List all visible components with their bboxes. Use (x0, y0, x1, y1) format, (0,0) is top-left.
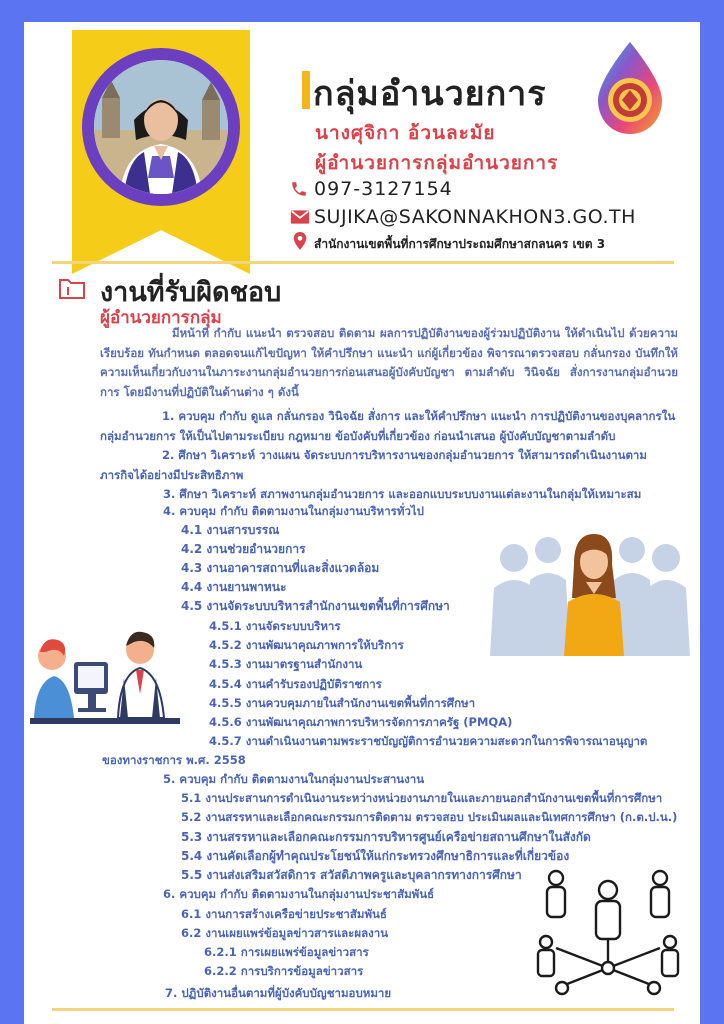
duty-item-4-4: 4.4 งานยานพาหนะ (181, 580, 287, 594)
profile-photo (94, 60, 228, 194)
duty-item-5-1: 5.1 งานประสานการดำเนินงานระหว่างหน่วยงานภายในและภายนอกสำนักงานเขตพื้นที่การศึกษา (181, 791, 663, 805)
intro-text: มีหน้าที่ กำกับ แนะนำ ตรวจสอบ ติดตาม ผลการปฏิบัติงานของผู้ร่วมปฏิบัติงาน ให้ดำเนินไป ด้วยความเรียบร้อย ทันกำหนด ตลอดจนแก้ไขปัญหา ให้คำปรึกษา แนะนำ แก่ผู้เกี่ยวข้อง พิจารณาตรวจสอบ กลั่นกรอง บันทึกให้ความเห็นเกี่ยวกับงานในภาระงานกลุ่มอำนวยการก่อนเสนอผู้บังคับบัญชา ตามลำดับ วินิจฉัย สั่งการงานกลุ่มอำนวยการ โดยมีงานที่ปฏิบัติในด้านต่าง ๆ ดังนี้ (100, 326, 678, 399)
person-position: ผู้อำนวยการกลุ่มอำนวยการ (315, 152, 559, 174)
duty-item-4-5-1: 4.5.1 งานจัดระบบบริหาร (209, 619, 341, 633)
duty-item-2: 2. ศึกษา วิเคราะห์ วางแผน จัดระบบการบริหารงานของกลุ่มอำนวยการ ให้สามารถดำเนินงานตามภารกิจได้อย่างมีประสิทธิภาพ (100, 448, 647, 482)
duty-item-3: 3. ศึกษา วิเคราะห์ สภาพงานกลุ่มอำนวยการ และออกแบบระบบงานแต่ละงานในกลุ่มให้เหมาะสม (163, 487, 642, 501)
header-divider (52, 261, 674, 264)
duty-item-5-2: 5.2 งานสรรหาและเลือกคณะกรรมการติดตาม ตรวจสอบ ประเมินผลและนิเทศการศึกษา (ก.ต.ป.น.) (181, 810, 678, 824)
duty-item-4-5-5: 4.5.5 งานควบคุมภายในสำนักงานเขตพื้นที่การศึกษา (209, 696, 476, 710)
duty-item-4-5-7: 4.5.7 งานดำเนินงานตามพระราชบัญญัติการอำนวยความสะดวกในการพิจารณาอนุญาต (209, 734, 648, 748)
network-illustration (532, 868, 684, 1006)
title-accent-bar (302, 71, 310, 109)
mail-icon (290, 209, 310, 225)
section-title: งานที่รับผิดชอบ (100, 277, 282, 308)
document-page (24, 22, 700, 1024)
duty-item-4-3: 4.3 งานอาคารสถานที่และสิ่งแวดล้อม (181, 561, 380, 575)
duty-item-4-5-3: 4.5.3 งานมาตรฐานสำนักงาน (209, 657, 363, 671)
duty-item-1: 1. ควบคุม กำกับ ดูแล กลั่นกรอง วินิจฉัย สั่งการ และให้คำปรึกษา แนะนำ การปฏิบัติงานของบุคลากรในกลุ่มอำนวยการ ให้เป็นไปตามระเบียบ กฎหมาย ข้อบังคับที่เกี่ยวข้อง ก่อนนำเสนอ ผู้บังคับบัญชาตามลำดับ (100, 409, 676, 443)
duty-item-4-5-6: 4.5.6 งานพัฒนาคุณภาพการบริหารจัดการภาครัฐ (PMQA) (209, 715, 513, 729)
duty-item-5: 5. ควบคุม กำกับ ติดตามงานในกลุ่มงานประสานงาน (163, 772, 425, 786)
duty-item-4-5-2: 4.5.2 งานพัฒนาคุณภาพการให้บริการ (209, 638, 404, 652)
section-subtitle: ผู้อำนวยการกลุ่ม (100, 308, 222, 328)
agency-logo (594, 40, 666, 136)
duty-item-4-5-4: 4.5.4 งานคำรับรองปฏิบัติราชการ (209, 677, 382, 691)
duty-item-5-4: 5.4 งานคัดเลือกผู้ทำคุณประโยชน์ให้แก่กระทรวงศึกษาธิการและที่เกี่ยวข้อง (181, 849, 570, 863)
duty-item-4-2: 4.2 งานช่วยอำนวยการ (181, 542, 306, 556)
duty-item-6: 6. ควบคุม กำกับ ติดตามงานในกลุ่มงานประชาสัมพันธ์ (163, 887, 435, 901)
duty-item-4-5-7-cont: ของทางราชการ พ.ศ. 2558 (102, 753, 246, 767)
duty-item-6-1: 6.1 งานการสร้างเครือข่ายประชาสัมพันธ์ (181, 907, 387, 921)
intro-paragraph (100, 324, 678, 402)
duty-item-4: 4. ควบคุม กำกับ ติดตามงานในกลุ่มงานบริหารทั่วไป (163, 504, 424, 518)
duty-item-6-2: 6.2 งานเผยแพร่ข้อมูลข่าวสารและผลงาน (181, 926, 389, 940)
team-illustration (490, 528, 690, 656)
profile-badge (72, 30, 250, 274)
page-title: กลุ่มอำนวยการ (313, 74, 547, 114)
worker-illustration (30, 628, 180, 726)
location-icon (293, 232, 307, 250)
duty-item-6-2-2: 6.2.2 การบริการข้อมูลข่าวสาร (204, 964, 364, 978)
folder-icon (58, 276, 86, 300)
duty-item-4-5: 4.5 งานจัดระบบบริหารสำนักงานเขตพื้นที่การศึกษา (181, 599, 450, 613)
phone-number: 097-3127154 (314, 178, 453, 200)
footer-divider (52, 1008, 674, 1011)
office-name: สำนักงานเขตพื้นที่การศึกษาประถมศึกษาสกลนคร เขต 3 (314, 237, 606, 251)
duty-item-4-1: 4.1 งานสารบรรณ (181, 523, 280, 537)
duty-item-6-2-1: 6.2.1 การเผยแพร่ข้อมูลข่าวสาร (204, 945, 369, 959)
phone-icon (290, 180, 308, 198)
duty-item-7: 7. ปฏิบัติงานอื่นตามที่ผู้บังคับบัญชามอบหมาย (165, 986, 392, 1000)
duty-item-5-5: 5.5 งานส่งเสริมสวัสดิการ สวัสดิภาพครูและบุคลากรทางการศึกษา (181, 868, 522, 882)
duty-item-5-3: 5.3 งานสรรหาและเลือกคณะกรรมการบริหารศูนย์เครือข่ายสถานศึกษาในสังกัด (181, 830, 591, 844)
person-name: นางศุจิกา อ้วนละมัย (315, 122, 496, 144)
email-address[interactable]: SUJIKA@SAKONNAKHON3.GO.TH (314, 206, 636, 228)
